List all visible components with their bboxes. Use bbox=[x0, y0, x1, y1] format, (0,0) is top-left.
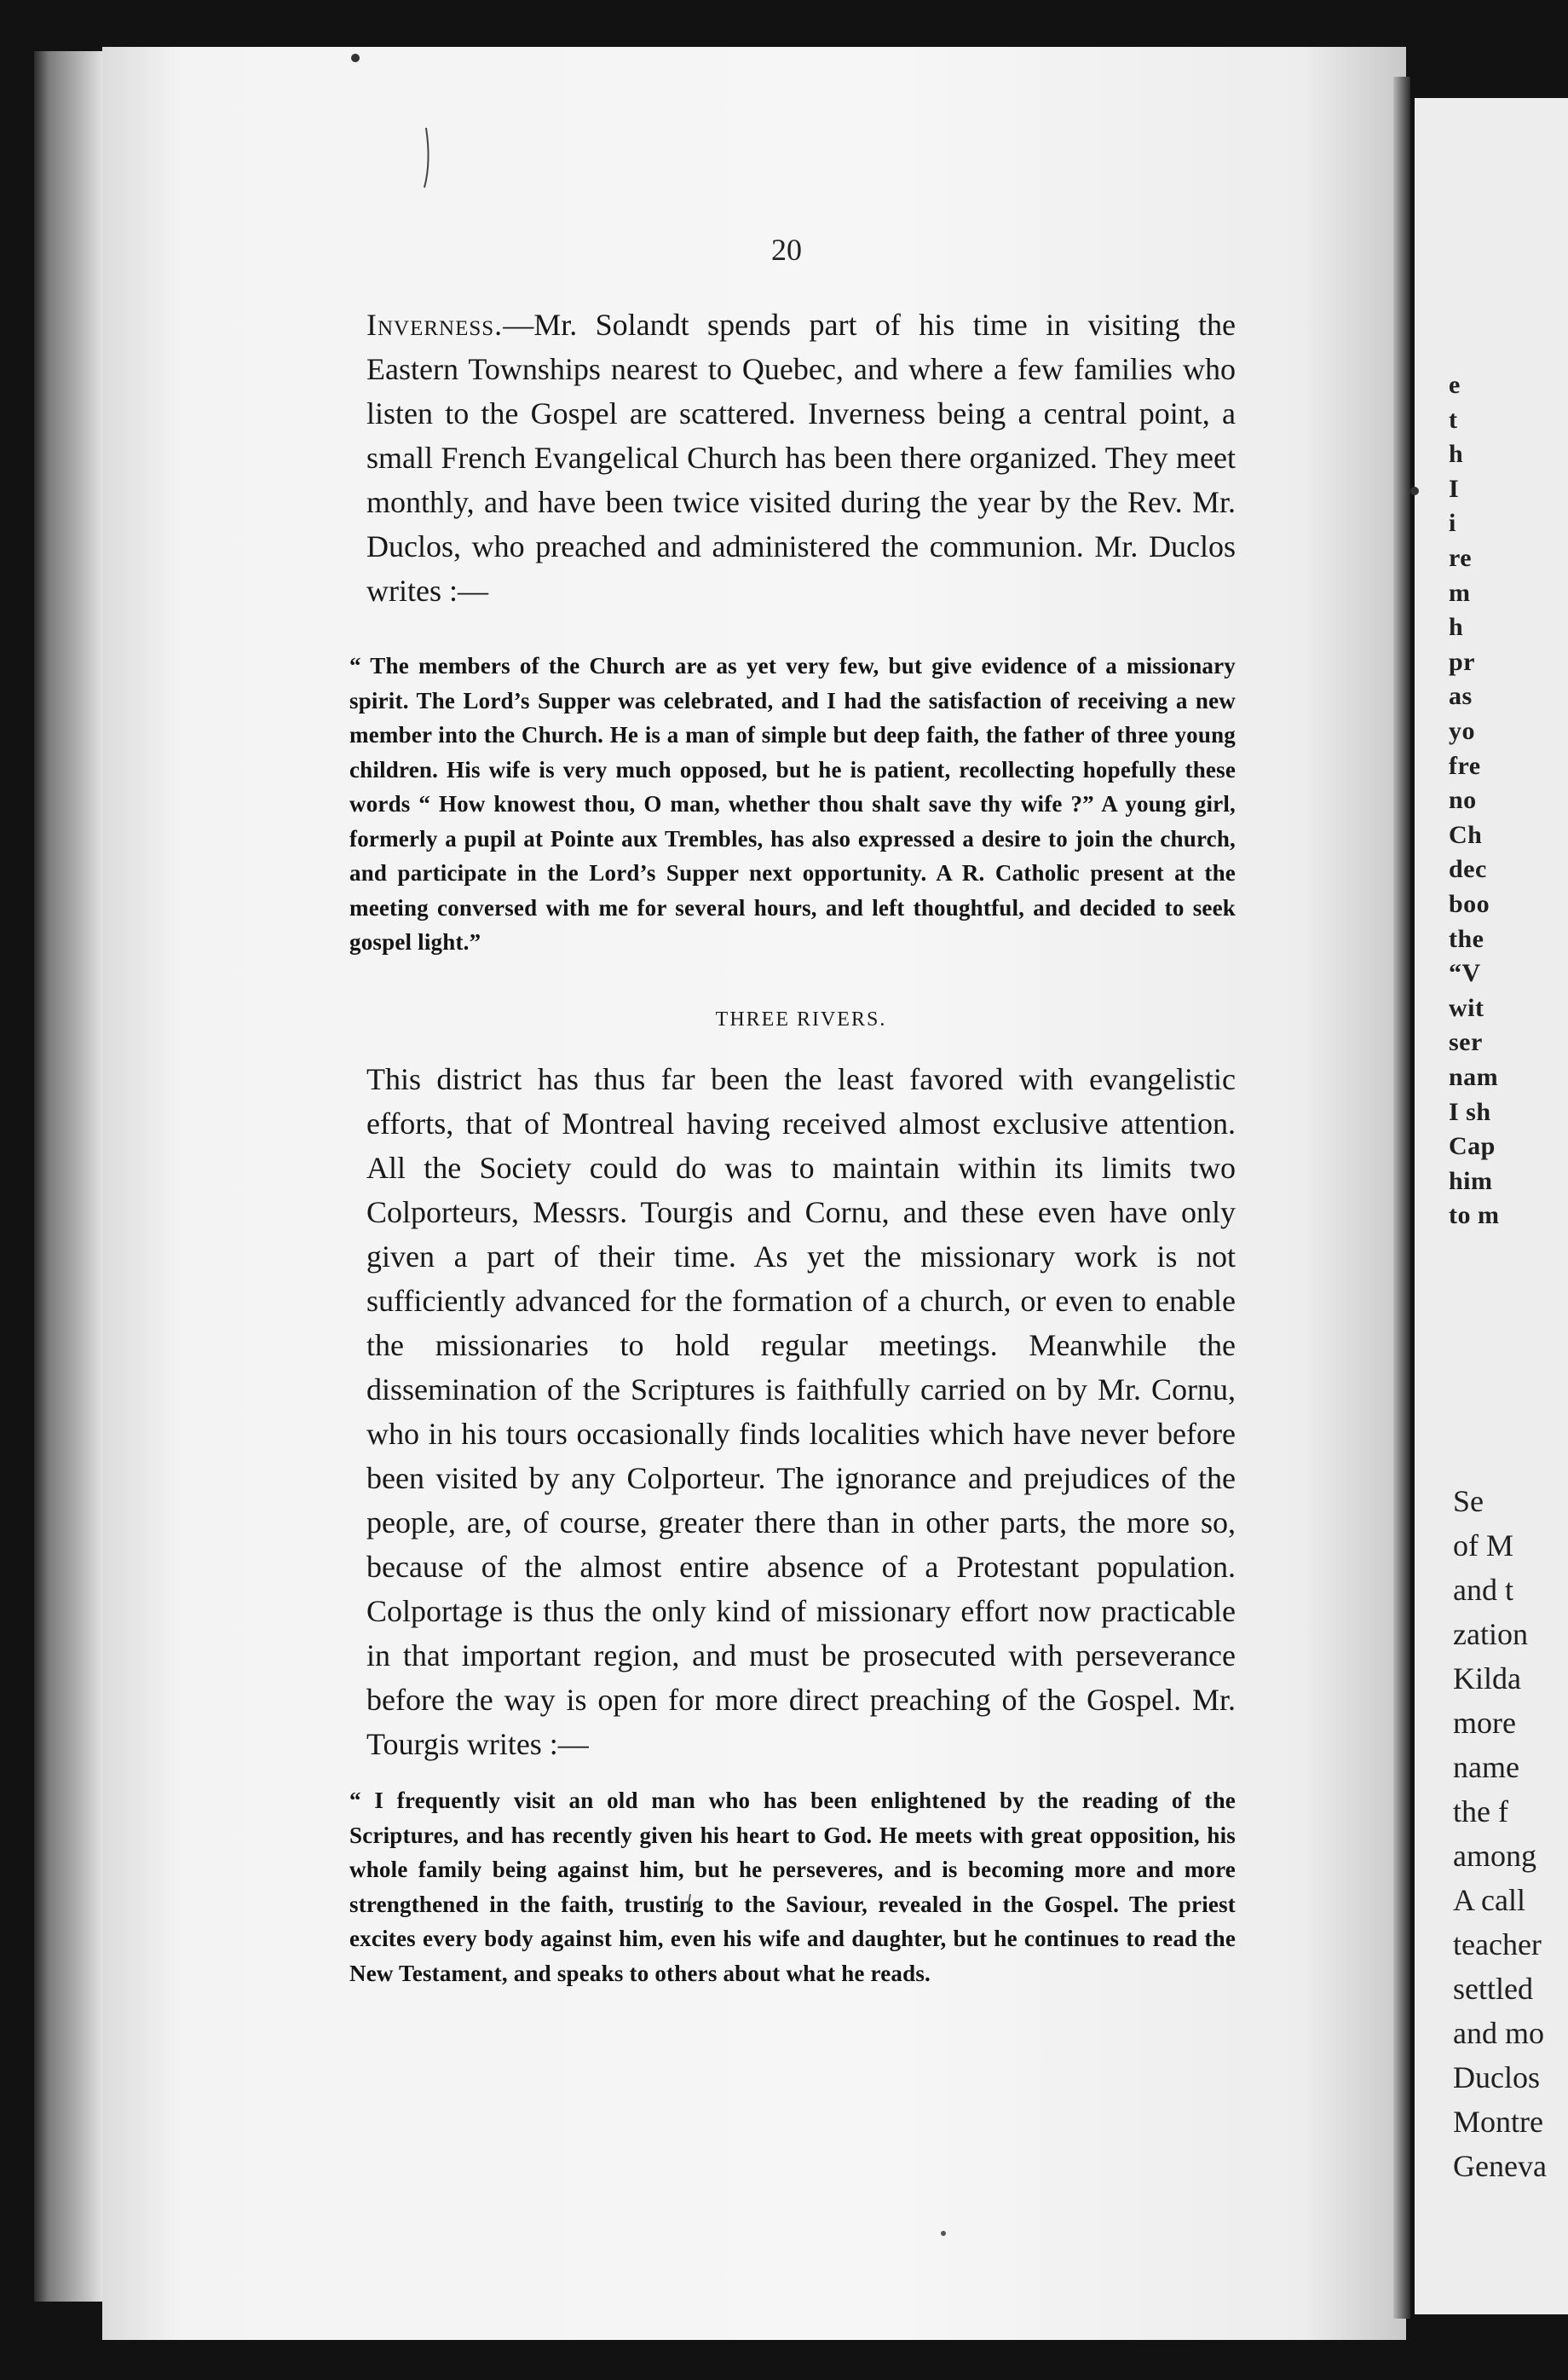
facing-page-line: I sh bbox=[1449, 1097, 1491, 1126]
facing-page-line: i bbox=[1449, 509, 1456, 538]
facing-page-line: nam bbox=[1449, 1063, 1499, 1091]
facing-page-line: I bbox=[1449, 474, 1460, 503]
three-rivers-paragraph: This district has thus far been the least favored with evangelistic efforts, that of Montreal having received almost exclusive attention. All the Society could do was to maintain within its limits two Colporteurs, Messrs. Tourgis and Cornu, and these even have only given a part of their time. As yet the missionary work is not sufficiently advanced for the formation of a church, or even to enable the missionaries to hold regular meetings. Meanwhile the dissemination of the Scriptures is faithfully carried on by Mr. Cornu, who in his tours occasionally finds localities which have never before been visited by any Colporteur. The ignorance and prejudices of the people, are, of course, greater there than in other parts, the more so, because of the almost entire absence of a Protestant population. Colportage is thus the only kind of missionary effort now practicable in that important region, and must be prosecuted with perseverance before the way is open for more direct preaching of the Gospel. Mr. Tourgis writes :— bbox=[366, 1062, 1236, 1761]
facing-page-line: more bbox=[1453, 1706, 1516, 1740]
facing-page-line: zation bbox=[1453, 1617, 1528, 1651]
facing-page-line: Duclos bbox=[1453, 2060, 1540, 2094]
facing-page-line: and t bbox=[1453, 1573, 1513, 1607]
facing-page-line: e bbox=[1449, 371, 1461, 399]
facing-page-line: name bbox=[1453, 1750, 1519, 1784]
facing-page-line: t bbox=[1449, 405, 1458, 434]
facing-page-line: among bbox=[1453, 1839, 1536, 1873]
tourgis-quote: “ I frequently visit an old man who has been enlightened by the reading of the Scriptures, and has recently given his heart to God. He meets with great opposition, his whole family being against him, but he perseveres, and is becoming more and more strengthened in the faith, trusting to the Saviour, revealed in the Gospel. The priest excites every body against him, even his wife and daughter, but he continues to read the New Testament, and speaks to others about what he reads. bbox=[349, 1788, 1236, 1986]
facing-page-line: Ch bbox=[1449, 820, 1483, 849]
facing-page-line: Kilda bbox=[1453, 1661, 1521, 1695]
facing-page-line: yo bbox=[1449, 717, 1475, 745]
facing-page-line: A call bbox=[1453, 1883, 1525, 1917]
duclos-quote: “ The members of the Church are as yet very few, but give evidence of a missionary spirit. The Lord’s Supper was celebrated, and I had the satisfaction of receiving a new member into the Church. He is a man of simple but deep faith, the father of three young children. His wife is very much opposed, but he is patient, recollecting hopefully these words “ How knowest thou, O man, whether thou shalt save thy wife ?” A young girl, formerly a pupil at Pointe aux Trembles, has also expressed a desire to join the church, and participate in the Lord’s Supper next opportunity. A R. Catholic present at the meeting conversed with me for several hours, and left thoughtful, and decided to seek gospel light.” bbox=[349, 653, 1236, 955]
facing-page-line: Geneva bbox=[1453, 2149, 1547, 2183]
facing-page-line: Montre bbox=[1453, 2105, 1543, 2139]
facing-page-line: pr bbox=[1449, 647, 1475, 676]
facing-page-line: m bbox=[1449, 578, 1471, 607]
facing-page-line: boo bbox=[1449, 890, 1490, 918]
facing-page-line: to m bbox=[1449, 1201, 1500, 1230]
facing-page-line: h bbox=[1449, 613, 1464, 642]
facing-page-line: dec bbox=[1449, 855, 1487, 884]
section-heading-three-rivers: THREE RIVERS. bbox=[715, 1008, 887, 1031]
page-number: 20 bbox=[771, 233, 802, 267]
facing-page-line: ser bbox=[1449, 1028, 1483, 1057]
facing-page-line: re bbox=[1449, 544, 1473, 572]
inverness-lead: Inverness. bbox=[366, 308, 504, 342]
inverness-text: —Mr. Solandt spends part of his time in visiting the Eastern Townships nearest to Quebec, and where a few families who listen to the Gospel are scattered. Inverness being a central point, a small French Evangelical Church has been there organized. They meet monthly, and have been twice visited during the year by the Rev. Mr. Duclos, who preached and administered the communion. Mr. Duclos writes :— bbox=[366, 308, 1236, 608]
facing-page-line: the f bbox=[1453, 1794, 1508, 1828]
facing-page-line: of M bbox=[1453, 1528, 1513, 1563]
facing-page-line: “V bbox=[1449, 959, 1481, 988]
facing-page-line: him bbox=[1449, 1166, 1493, 1195]
facing-page-line: h bbox=[1449, 440, 1464, 469]
facing-page-line: Cap bbox=[1449, 1132, 1496, 1161]
facing-page-line: as bbox=[1449, 682, 1473, 711]
facing-page-line: teacher bbox=[1453, 1927, 1542, 1961]
facing-page-line: the bbox=[1449, 924, 1484, 953]
facing-page-line: and mo bbox=[1453, 2016, 1544, 2050]
facing-page-line: settled bbox=[1453, 1972, 1533, 2006]
facing-page-line: no bbox=[1449, 786, 1477, 815]
facing-page-line: wit bbox=[1449, 993, 1484, 1022]
facing-page-line: Se bbox=[1453, 1484, 1484, 1518]
facing-page-line: fre bbox=[1449, 751, 1481, 780]
